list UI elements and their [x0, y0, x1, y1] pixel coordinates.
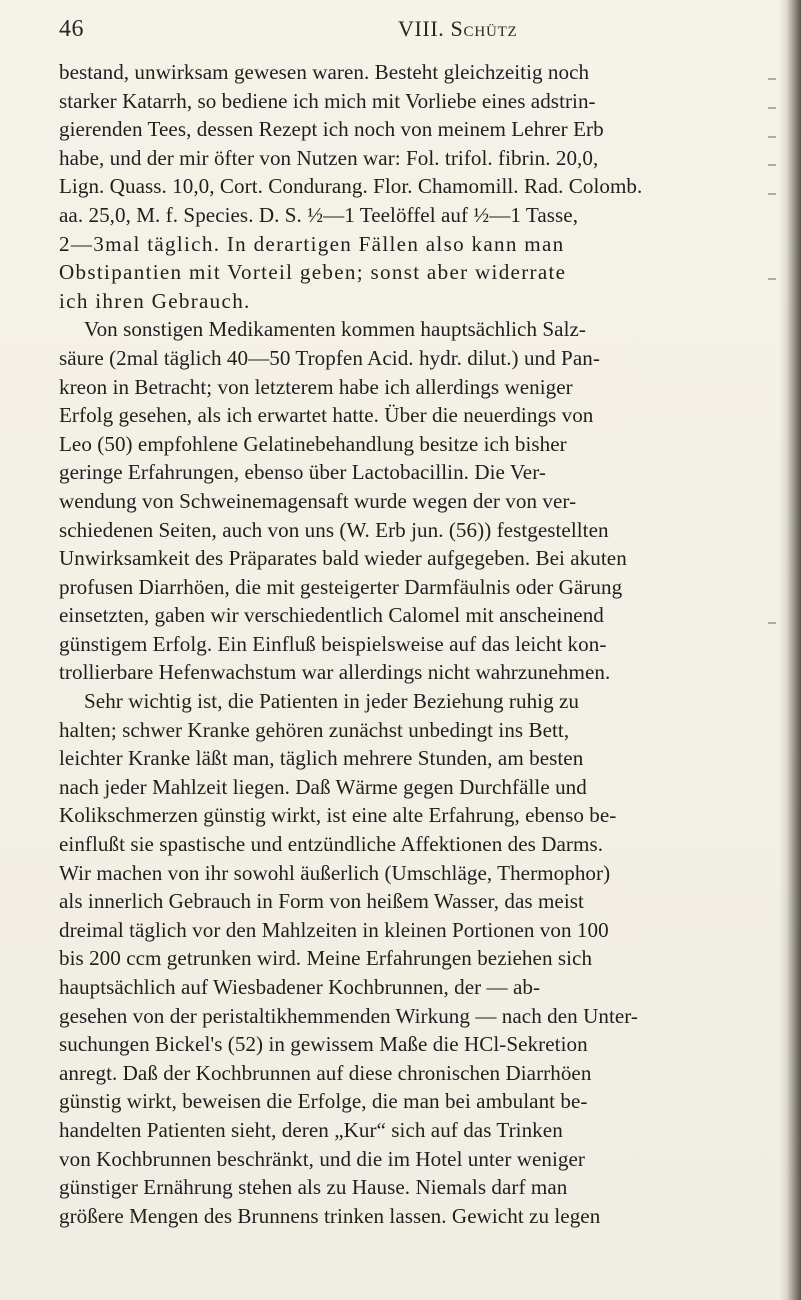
scan-mark	[768, 107, 776, 109]
text-line: Unwirksamkeit des Präparates bald wieder aufgegeben. Bei akuten	[59, 546, 627, 571]
text-line: hauptsächlich auf Wiesbadener Kochbrunnen, der — ab-	[59, 975, 541, 999]
text-line: aa. 25,0, M. f. Species. D. S. ½—1 Teelöffel auf ½—1 Tasse,	[59, 202, 579, 227]
page-binding-shadow	[779, 0, 801, 1300]
text-line: profusen Diarrhöen, die mit gesteigerter Darmfäulnis oder Gärung	[59, 574, 623, 599]
text-line: anregt. Daß der Kochbrunnen auf diese chronischen Diarrhöen	[59, 1060, 592, 1085]
text-line: als innerlich Gebrauch in Form von heißem Wasser, das meist	[59, 889, 584, 914]
text-line: einsetzten, gaben wir verschiedentlich Calomel mit anscheinend	[59, 603, 604, 628]
page-number: 46	[59, 16, 84, 42]
text-line: ich ihren Gebrauch.	[59, 288, 251, 313]
text-line: habe, und der mir öfter von Nutzen war: Fol. trifol. fibrin. 20,0,	[59, 145, 599, 170]
text-line: Von sonstigen Medikamenten kommen hauptsächlich Salz-	[84, 317, 586, 342]
scan-mark	[768, 278, 776, 280]
text-line: Obstipantien mit Vorteil geben; sonst aber widerrate	[59, 260, 567, 285]
scan-mark	[768, 164, 776, 166]
text-line: halten; schwer Kranke gehören zunächst unbedingt ins Bett,	[59, 717, 570, 742]
text-line: von Kochbrunnen beschränkt, und die im Hotel unter weniger	[59, 1146, 585, 1171]
text-line: günstigem Erfolg. Ein Einfluß beispielsweise auf das leicht kon-	[59, 631, 607, 656]
text-line: gesehen von der peristaltikhemmenden Wirkung — nach den Unter-	[59, 1003, 638, 1028]
text-line: einflußt sie spastische und entzündliche Affektionen des Darms.	[59, 832, 604, 857]
text-line: gierenden Tees, dessen Rezept ich noch von meinem Lehrer Erb	[59, 117, 604, 142]
text-line: dreimal täglich vor den Mahlzeiten in kleinen Portionen von 100	[59, 917, 609, 942]
text-line: leichter Kranke läßt man, täglich mehrere Stunden, am besten	[59, 746, 584, 771]
body-text	[59, 58, 770, 1230]
text-line: suchungen Bickel's (52) in gewissem Maße die HCl-Sekretion	[59, 1032, 588, 1057]
scan-mark	[768, 622, 776, 624]
text-line: geringe Erfahrungen, ebenso über Lactobacillin. Die Ver-	[59, 460, 546, 485]
text-line: größere Mengen des Brunnens trinken lassen. Gewicht zu legen	[59, 1203, 601, 1228]
text-line: Erfolg gesehen, als ich erwartet hatte. Über die neuerdings von	[59, 403, 594, 428]
scan-mark	[768, 136, 776, 138]
text-line: bestand, unwirksam gewesen waren. Besteht gleichzeitig noch	[59, 60, 590, 84]
author-name: Schütz	[450, 16, 518, 41]
page-header	[59, 15, 759, 43]
text-line: säure (2mal täglich 40—50 Tropfen Acid. hydr. dilut.) und Pan-	[59, 345, 600, 370]
text-line: günstiger Ernährung stehen als zu Hause. Niemals darf man	[59, 1175, 568, 1200]
text-line: Wir machen von ihr sowohl äußerlich (Umschläge, Thermophor)	[59, 860, 611, 885]
text-line: starker Katarrh, so bediene ich mich mit Vorliebe eines adstrin-	[59, 88, 596, 113]
scan-mark	[768, 78, 776, 80]
text-line: Kolikschmerzen günstig wirkt, ist eine alte Erfahrung, ebenso be-	[59, 803, 617, 828]
text-line: Lign. Quass. 10,0, Cort. Condurang. Flor. Chamomill. Rad. Colomb.	[59, 174, 643, 199]
text-line: kreon in Betracht; von letzterem habe ich allerdings weniger	[59, 374, 573, 399]
text-line: trollierbare Hefenwachstum war allerdings nicht wahrzunehmen.	[59, 660, 611, 685]
text-line: günstig wirkt, beweisen die Erfolge, die man bei ambulant be-	[59, 1089, 588, 1114]
text-line: handelten Patienten sieht, deren „Kur“ sich auf das Trinken	[59, 1117, 563, 1142]
scan-mark	[768, 193, 776, 195]
text-line: Leo (50) empfohlene Gelatinebehandlung besitze ich bisher	[59, 431, 567, 456]
chapter-roman-numeral: VIII.	[398, 16, 445, 41]
text-line: 2—3mal täglich. In derartigen Fällen also kann man	[59, 231, 565, 256]
text-line: Sehr wichtig ist, die Patienten in jeder Beziehung ruhig zu	[84, 689, 580, 714]
text-line: schiedenen Seiten, auch von uns (W. Erb jun. (56)) festgestellten	[59, 517, 609, 542]
text-line: bis 200 ccm getrunken wird. Meine Erfahrungen beziehen sich	[59, 946, 593, 971]
text-line: wendung von Schweinemagensaft wurde wegen der von ver-	[59, 488, 577, 513]
text-line: nach jeder Mahlzeit liegen. Daß Wärme gegen Durchfälle und	[59, 774, 587, 799]
running-head	[398, 15, 518, 43]
